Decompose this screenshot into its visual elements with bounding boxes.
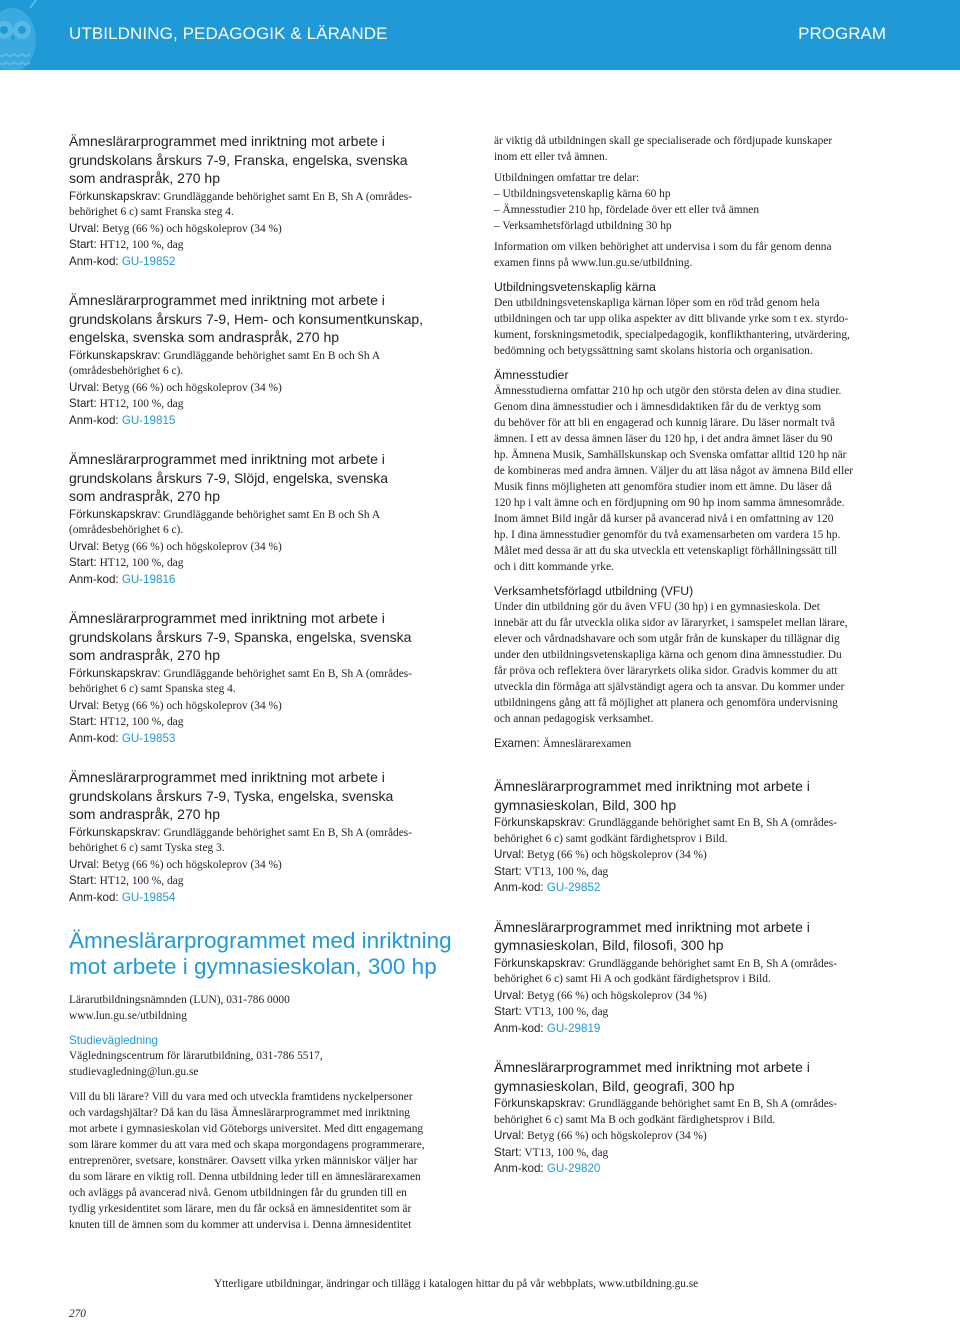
start-value: HT12, 100 %, dag [96,239,184,251]
vfu-line: innebär att du får utveckla olika sidor av läraryrket, i samspelet mellan lärare, [494,617,848,629]
contact-line: Lärarutbildningsnämnden (LUN), 031-786 0000 [69,994,290,1006]
requirement-label: Förkunskapskrav: [69,189,161,203]
intro-line: du som lärare en viktig roll. Denna utbildning leder till en ämneslärarexamen [69,1171,421,1183]
start-line [69,237,464,254]
program-title-line: som andraspråk, 270 hp [69,806,220,822]
application-code-line [494,1161,894,1178]
application-code-label: Anm-kod: [69,890,119,904]
selection-value: Betyg (66 %) och högskoleprov (34 %) [99,858,282,871]
program-title-line: grundskolans årskurs 7-9, Spanska, engelska, svenska [69,628,412,645]
requirement-text: behörighet 6 c) samt Franska steg 4. [69,206,234,218]
start-label: Start: [69,397,97,410]
application-code-line [69,254,464,271]
studievagledning-heading: Studievägledning [69,1034,158,1047]
gymnasie-heading [69,928,464,980]
intro-line: mot arbete i gymnasieskolan vid Göteborgs universitet. Med ditt engagemang [69,1123,424,1135]
vfu-line: under den utbildningsvetenskapliga kärna och genom dina ämnesstudier. Du [494,649,842,661]
program-block [69,769,464,906]
uvk-line: kument, forskningsmetodik, specialpedagogik, konflikthantering, utvärdering, [494,329,850,341]
application-code-label: Anm-kod: [494,1021,544,1035]
start-label: Start: [69,874,97,887]
program-title-line: gymnasieskolan, Bild, filosofi, 300 hp [494,937,724,953]
program-title-line: Ämneslärarprogrammet med inriktning mot arbete i [494,778,810,794]
selection-label: Urval: [69,857,100,871]
requirement-text: behörighet 6 c) samt Tyska steg 3. [69,842,225,854]
amne-line: och i ditt kommande yrke. [494,561,614,573]
program-block [69,133,464,270]
delar-item: – Verksamhetsförlagd utbildning 30 hp [494,220,672,232]
studie-line: Vägledningscentrum för lärarutbildning, 031-786 5517, [69,1050,323,1062]
program-block [494,1059,894,1178]
page-header [0,0,960,70]
amne-line: Musik finns möjligheten att genomföra studier inom ett ämne. Du läser då [494,481,832,493]
requirement-text: behörighet 6 c) samt Spanska steg 4. [69,683,236,695]
selection-value: Betyg (66 %) och högskoleprov (34 %) [524,1130,707,1142]
requirement-label: Förkunskapskrav: [69,348,161,362]
intro-line: som lärare kommer du att vara med och skapa morgondagens programmerare, [69,1139,425,1151]
amnesstudier-paragraph [494,383,894,575]
info-line: Information om vilken behörighet att undervisa i som du får genom denna [494,241,832,253]
selection-line [494,847,894,864]
amne-line: hp. Ämnena Musik, Samhällskunskap och Svenska omfattar alltid 120 hp när [494,449,847,461]
start-value: HT12, 100 %, dag [96,716,184,728]
uvk-line: Den utbildningsvetenskapliga kärnan löper som en röd tråd genom hela [494,297,820,309]
selection-label: Urval: [69,539,100,553]
info-line: examen finns på www.lun.gu.se/utbildning. [494,257,693,269]
selection-label: Urval: [494,988,525,1002]
intro-line: tydlig yrkesidentitet som lärare, men du får också en ämnesidentitet som är [69,1203,412,1215]
intro-line: entreprenörer, svetsare, konstnärer. Oavsett vilka yrken människor väljer har [69,1155,418,1167]
application-code-label: Anm-kod: [69,572,119,586]
program-block [69,610,464,747]
selection-value: Betyg (66 %) och högskoleprov (34 %) [99,699,282,712]
right-program-list [494,778,894,1178]
delar-list [494,186,894,234]
program-title-line: grundskolans årskurs 7-9, Franska, engelska, svenska [69,151,408,168]
application-code-value: GU-29852 [543,881,601,894]
start-value: HT12, 100 %, dag [96,875,184,887]
requirement-line [494,832,894,848]
intro-line: knuten till de ämnen som du kommer att undervisa i. Denna ämnesidentitet [69,1219,412,1231]
requirement-label: Förkunskapskrav: [494,816,586,829]
gymnasie-heading-line: Ämneslärarprogrammet med inriktning [69,928,452,953]
program-title-line: grundskolans årskurs 7-9, Slöjd, engelska, svenska [69,469,389,486]
program-title-line: gymnasieskolan, Bild, 300 hp [494,796,677,813]
start-label: Start: [69,556,97,569]
start-label: Start: [494,864,522,878]
section-category: PROGRAM [798,24,886,43]
start-value: HT12, 100 %, dag [96,557,184,569]
selection-value: Betyg (66 %) och högskoleprov (34 %) [99,381,282,394]
vfu-heading: Verksamhetsförlagd utbildning (VFU) [494,584,694,598]
requirement-label: Förkunskapskrav: [69,825,161,839]
vfu-line: Under din utbildning gör du även VFU (30 hp) i en gymnasieskola. Det [494,601,820,613]
selection-value: Betyg (66 %) och högskoleprov (34 %) [524,989,707,1002]
application-code-value: GU-29819 [543,1021,601,1035]
program-block [69,292,464,429]
application-code-line [494,1021,894,1038]
requirement-text: Grundläggande behörighet samt En B, Sh A (områdes- [585,1098,837,1110]
vfu-line: elever och vårdnadshavare och som utgår från de kunskaper du tillägnar dig [494,633,840,645]
selection-line [494,988,894,1005]
requirement-text: Grundläggande behörighet samt En B, Sh A (områdes- [160,826,412,839]
start-label: Start: [494,1145,522,1159]
application-code-value: GU-19816 [118,572,176,586]
info-paragraph [494,239,894,271]
requirement-line [69,507,464,524]
requirement-text: behörighet 6 c) samt godkänt färdighetsprov i Bild. [494,832,728,845]
left-column [69,133,464,1233]
requirement-line [69,205,464,221]
program-title-line: Ämneslärarprogrammet med inriktning mot arbete i [69,292,385,308]
application-code-label: Anm-kod: [69,254,119,268]
program-title-line: grundskolans årskurs 7-9, Hem- och konsumentkunskap, [69,310,424,327]
program-title-line: engelska, svenska som andraspråk, 270 hp [69,329,340,345]
program-title-line: som andraspråk, 270 hp [69,488,220,504]
delar-item: – Ämnesstudier 210 hp, fördelade över ett eller två ämnen [494,204,760,216]
amne-line: de kombineras med andra ämnen. Väljer du att läsa något av ämnena Bild eller [494,465,854,477]
program-block [494,919,894,1038]
program-title-line: Ämneslärarprogrammet med inriktning mot arbete i [69,133,385,149]
selection-line [494,1128,894,1145]
application-code-label: Anm-kod: [69,413,119,427]
selection-label: Urval: [69,698,100,712]
selection-line [69,221,464,238]
start-value: VT13, 100 %, dag [521,1146,609,1159]
application-code-label: Anm-kod: [494,881,544,894]
selection-label: Urval: [494,1129,525,1142]
application-code-value: GU-29820 [543,1162,601,1175]
vfu-line: utveckla din förmåga att självständigt agera och ta ansvar. Du kommer under [494,681,845,693]
start-value: VT13, 100 %, dag [521,865,609,878]
vfu-line: får pröva och reflektera över läraryrkets olika sidor. Gradvis kommer du att [494,665,838,677]
requirement-text: Grundläggande behörighet samt En B, Sh A (områdes- [585,817,837,829]
requirement-line [69,189,464,206]
amne-line: ämnen. I ett av dessa ämnen läser du 120 hp, i det andra ämnet läser du 90 [494,433,833,445]
selection-label: Urval: [494,848,525,861]
continued-paragraph [494,133,894,165]
amne-line: du behöver för att bli en engagerad och kunnig lärare. Du läser normalt två [494,417,835,429]
requirement-text: Grundläggande behörighet samt En B och Sh A [160,349,381,362]
page-number: 270 [69,1308,86,1320]
intro-line: Vill du bli lärare? Vill du vara med och utveckla framtidens nyckelpersoner [69,1091,413,1103]
amne-line: Inom ämnet Bild ingår då kurser på avancerad nivå i en omfattning av 120 [494,513,834,525]
requirement-text: (områdesbehörighet 6 c). [69,524,184,536]
requirement-line [69,348,464,365]
requirement-label: Förkunskapskrav: [69,666,161,680]
requirement-text: Grundläggande behörighet samt En B och Sh A [160,508,381,521]
amnesstudier-heading: Ämnesstudier [494,368,569,382]
start-line [494,1145,894,1162]
requirement-line [69,364,464,380]
studievagledning-info [69,1048,464,1080]
amne-line: 120 hp i valt ämne och en fördjupning om 90 hp inom samma ämnesområde. [494,497,845,509]
selection-line [69,539,464,556]
paragraph-line: är viktig då utbildningen skall ge specialiserade och fördjupade kunskaper [494,135,833,147]
paragraph-line: inom ett eller två ämnen. [494,151,608,163]
amne-line: Ämnesstudierna omfattar 210 hp och utgör den största delen av dina studier. [494,385,842,397]
footer-note: Ytterligare utbildningar, ändringar och tillägg i katalogen hittar du på vår webbplats, www.utbildning.gu.se [214,1278,699,1290]
requirement-line [494,972,894,988]
requirement-line [494,1096,894,1113]
uvk-paragraph [494,295,894,359]
uvk-heading: Utbildningsvetenskaplig kärna [494,280,656,294]
requirement-text: Grundläggande behörighet samt En B, Sh A (områdes- [160,667,412,680]
selection-value: Betyg (66 %) och högskoleprov (34 %) [524,849,707,861]
start-line [494,864,894,881]
program-title-line: Ämneslärarprogrammet med inriktning mot arbete i [69,451,385,467]
application-code-line [494,880,894,897]
application-code-line [69,572,464,589]
requirement-text: behörighet 6 c) samt Ma B och godkänt färdighetsprov i Bild. [494,1113,776,1126]
program-block [494,778,894,897]
requirement-text: behörighet 6 c) samt Hi A och godkänt färdighetsprov i Bild. [494,973,771,985]
vfu-paragraph [494,599,894,727]
selection-line [69,857,464,874]
requirement-label: Förkunskapskrav: [494,956,586,970]
examen-label: Examen: [494,737,540,750]
selection-line [69,380,464,397]
owl-logo-icon [0,0,40,70]
application-code-line [69,890,464,907]
start-line [69,873,464,890]
start-label: Start: [69,238,97,251]
selection-line [69,698,464,715]
requirement-text: Grundläggande behörighet samt En B, Sh A (områdes- [585,957,837,970]
start-value: VT13, 100 %, dag [521,1006,609,1018]
vfu-line: och annan pedagogisk verksamhet. [494,713,654,725]
requirement-text: Grundläggande behörighet samt En B, Sh A (områdes- [160,190,412,203]
application-code-line [69,413,464,430]
requirement-line [494,815,894,832]
selection-label: Urval: [69,221,100,235]
application-code-label: Anm-kod: [69,731,119,745]
program-title-line: Ämneslärarprogrammet med inriktning mot arbete i [69,610,385,626]
delar-intro: Utbildningen omfattar tre delar: [494,172,640,184]
program-title-line: Ämneslärarprogrammet med inriktning mot arbete i [69,769,385,785]
requirement-label: Förkunskapskrav: [69,507,161,521]
program-block [69,451,464,588]
delar-item: – Utbildningsvetenskaplig kärna 60 hp [494,188,671,200]
selection-value: Betyg (66 %) och högskoleprov (34 %) [99,540,282,553]
left-program-list [69,133,464,906]
start-line [494,1004,894,1021]
program-title-line: grundskolans årskurs 7-9, Tyska, engelska, svenska [69,787,394,804]
start-line [69,714,464,731]
gymnasie-heading-line: mot arbete i gymnasieskolan, 300 hp [69,954,437,979]
start-label: Start: [494,1005,522,1018]
amne-line: hp. I dina ämnesstudier genomför du två examensarbeten om vardera 15 hp. [494,529,841,541]
requirement-line [69,523,464,539]
intro-paragraph [69,1089,464,1233]
start-line [69,555,464,572]
right-column [494,133,894,1200]
start-line [69,396,464,413]
examen-line [494,736,894,752]
application-code-value: GU-19853 [118,731,176,745]
requirement-line [69,666,464,683]
contact-link[interactable]: www.lun.gu.se/utbildning [69,1010,187,1022]
program-title-line: gymnasieskolan, Bild, geografi, 300 hp [494,1077,735,1094]
intro-line: och vardagshjältar? Då kan du läsa Ämneslärarprogrammet med inriktning [69,1107,410,1119]
requirement-line [494,956,894,973]
requirement-label: Förkunskapskrav: [494,1097,586,1110]
requirement-text: (områdesbehörighet 6 c). [69,365,184,377]
program-title-line: som andraspråk, 270 hp [69,647,220,663]
application-code-value: GU-19852 [118,254,176,268]
examen-value: Ämneslärarexamen [539,738,632,750]
uvk-line: bedömning och betygssättning samt skolans historia och organisation. [494,345,813,357]
start-label: Start: [69,715,97,728]
program-title-line: Ämneslärarprogrammet med inriktning mot arbete i [494,1059,810,1075]
contact-info [69,992,464,1024]
studie-email-link[interactable]: studievagledning@lun.gu.se [69,1066,199,1078]
requirement-line [494,1113,894,1129]
requirement-line [69,841,464,857]
application-code-value: GU-19854 [118,890,176,904]
selection-label: Urval: [69,380,100,394]
requirement-line [69,682,464,698]
requirement-line [69,825,464,842]
application-code-line [69,731,464,748]
selection-value: Betyg (66 %) och högskoleprov (34 %) [99,222,282,235]
intro-line: och avläggs på avancerad nivå. Genom utbildningen får du grunden till en [69,1187,407,1199]
section-title: UTBILDNING, PEDAGOGIK & LÄRANDE [69,24,388,43]
start-value: HT12, 100 %, dag [96,398,184,410]
amne-line: Genom dina ämnesstudier och i ämnesdidaktiken får du de verktyg som [494,401,822,413]
uvk-line: utbildningen och tar upp olika aspekter av ditt blivande yrke som t ex. styrdo- [494,313,849,325]
vfu-line: utbildningens gång att få möjlighet att planera och genomföra undervisning [494,697,838,709]
application-code-label: Anm-kod: [494,1162,544,1175]
application-code-value: GU-19815 [118,413,176,427]
program-title-line: Ämneslärarprogrammet med inriktning mot arbete i [494,918,810,935]
program-title-line: som andraspråk, 270 hp [69,170,220,186]
amne-line: Målet med dessa är att du ska utveckla ett vetenskapligt förhållningssätt till [494,545,838,557]
